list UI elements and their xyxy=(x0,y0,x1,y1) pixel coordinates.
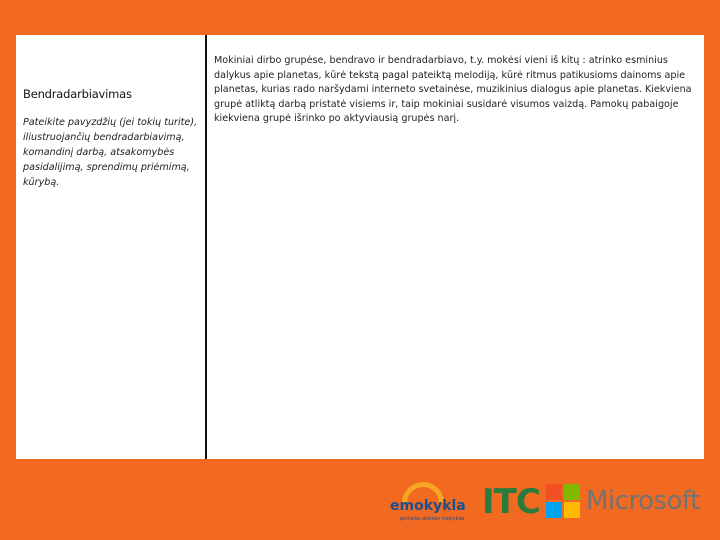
column-divider xyxy=(205,35,207,459)
emokykla-logo xyxy=(388,478,468,528)
microsoft-windows-icon xyxy=(546,484,580,518)
itc-logo: ITC xyxy=(482,482,540,522)
ms-yellow-square xyxy=(564,502,580,518)
answer-text: Mokiniai dirbo grupėse, bendravo ir bendradarbiavo, t.y. mokėsi vieni iš kitų : atrinko esminius dalykus apie planetas, kūrė tekstą pagal pateiktą melodiją, kūrė ritmus patikusioms dainoms apie planetas, kurias rado naršydami interneto svetainėse, muzikinius dialogus apie planetas. Kiekviena grupė atliktą darbą pristatė visiems ir, taip mokiniai susidarė visumos vaizdą. Pamokų pabaigoje kiekviena grupė išrinko po aktyviausią grupės narį. xyxy=(214,55,692,125)
logo-footer xyxy=(0,460,720,540)
emokykla-wordmark: emokykla xyxy=(390,498,466,514)
left-column xyxy=(23,87,201,190)
content-card xyxy=(16,35,704,459)
ms-red-square xyxy=(546,484,562,500)
ms-green-square xyxy=(564,484,580,500)
ms-blue-square xyxy=(546,502,562,518)
section-prompt: Pateikite pavyzdžių (jei tokių turite), iliustruojančių bendradarbiavimą, komandinį darbą, atsakomybės pasidalijimą, sprendimų priėmimą, kūrybą. xyxy=(23,117,198,188)
microsoft-wordmark: Microsoft xyxy=(586,486,700,516)
emokykla-tagline: portalas ateities mokyklai xyxy=(400,516,465,522)
section-heading: Bendradarbiavimas xyxy=(23,87,132,101)
